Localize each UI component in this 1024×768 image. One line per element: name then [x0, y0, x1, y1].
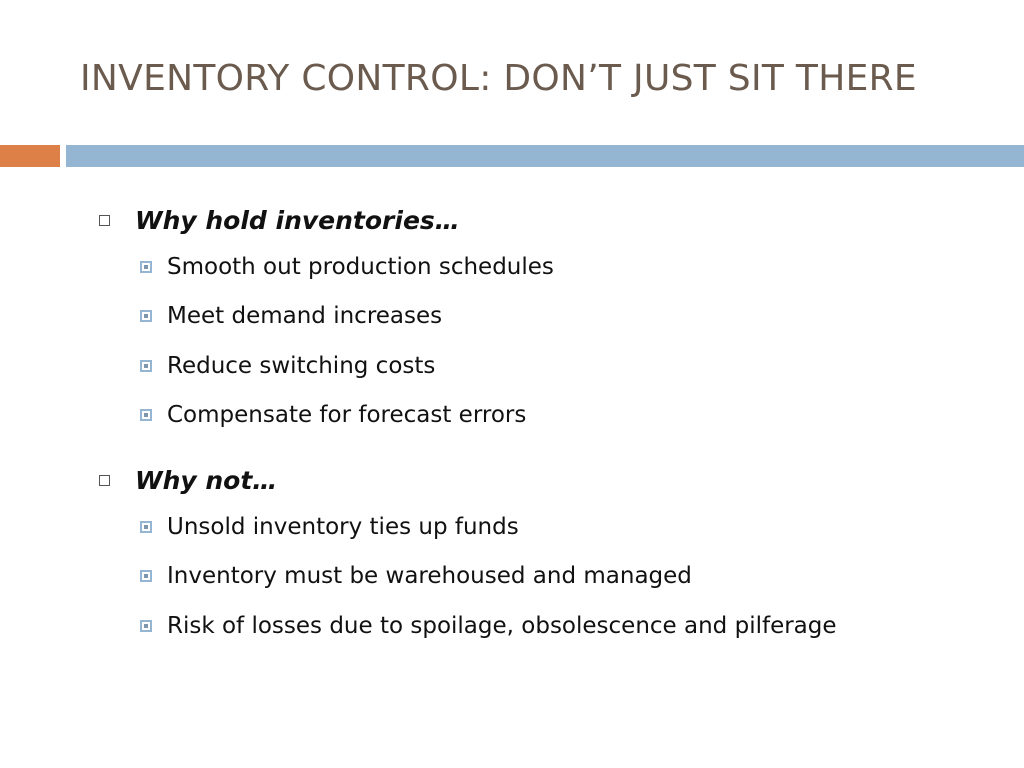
title-divider-bar	[66, 145, 1024, 167]
bullet-level-1	[96, 198, 996, 242]
square-bullet-icon	[140, 409, 152, 421]
bullet-text: Compensate for forecast errors	[167, 402, 527, 429]
bullet-level-2	[140, 391, 996, 441]
accent-bar	[0, 145, 60, 167]
sub-bullet-list	[140, 242, 996, 440]
section-heading: Why not…	[135, 465, 278, 495]
bullet-level-2	[140, 292, 996, 342]
bullet-level-2	[140, 601, 996, 651]
bullet-text: Risk of losses due to spoilage, obsolescence and pilferage	[167, 612, 837, 639]
bullet-text: Unsold inventory ties up funds	[167, 513, 519, 540]
square-bullet-icon	[140, 310, 152, 322]
bullet-level-1	[96, 458, 996, 502]
section-why-hold	[96, 198, 996, 440]
bullet-content	[96, 198, 996, 669]
square-bullet-icon	[140, 261, 152, 273]
bullet-text: Smooth out production schedules	[167, 253, 554, 280]
bullet-text: Inventory must be warehoused and managed	[167, 563, 692, 590]
square-bullet-icon	[140, 620, 152, 632]
sub-bullet-list	[140, 502, 996, 651]
bullet-level-2	[140, 242, 996, 292]
hollow-square-bullet-icon	[99, 215, 110, 226]
square-bullet-icon	[140, 360, 152, 372]
bullet-text: Meet demand increases	[167, 303, 443, 330]
bullet-level-2	[140, 341, 996, 391]
section-why-not	[96, 458, 996, 651]
bullet-level-2	[140, 502, 996, 552]
square-bullet-icon	[140, 521, 152, 533]
bullet-text: Reduce switching costs	[167, 352, 436, 379]
section-heading: Why hold inventories…	[135, 205, 460, 235]
hollow-square-bullet-icon	[99, 475, 110, 486]
slide-title: INVENTORY CONTROL: DON’T JUST SIT THERE	[80, 58, 917, 99]
square-bullet-icon	[140, 570, 152, 582]
bullet-level-2	[140, 552, 996, 602]
